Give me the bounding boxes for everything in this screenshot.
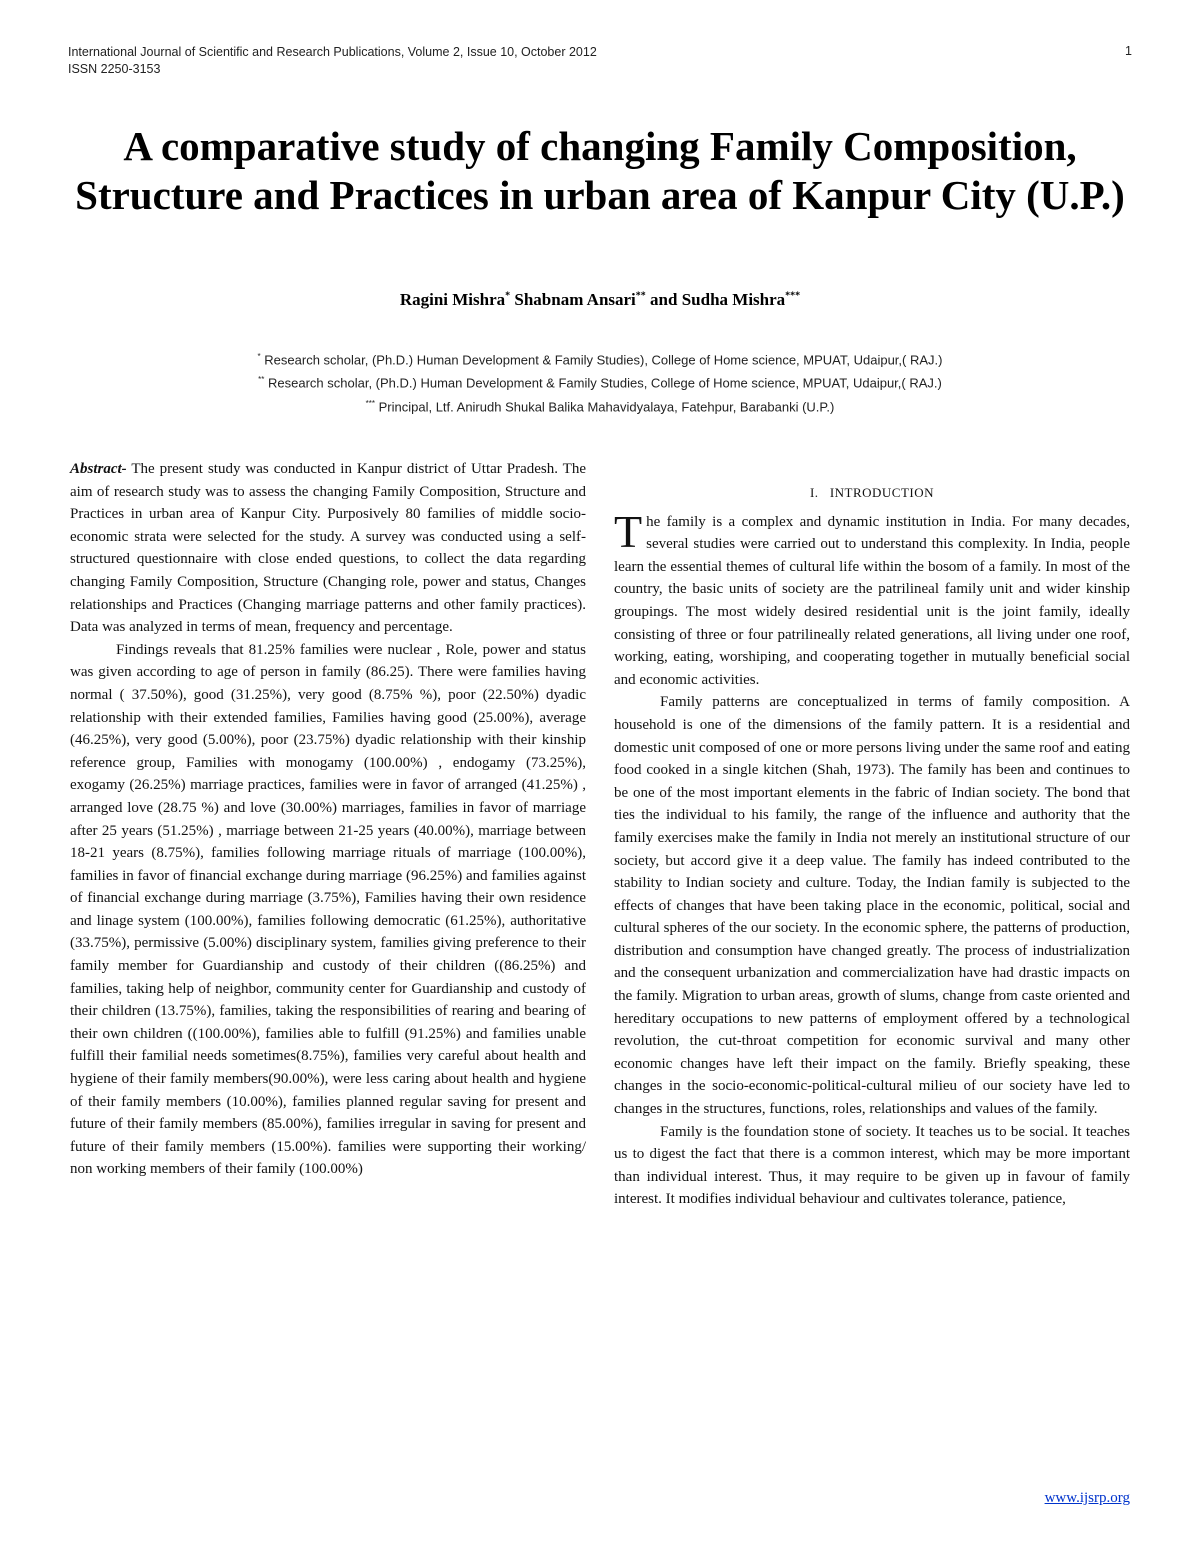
abstract-column (70, 458, 586, 1181)
affiliation-1 (60, 347, 1140, 370)
affiliation-2-mark: ** (258, 375, 265, 385)
affiliation-2-text: Research scholar, (Ph.D.) Human Development & Family Studies, College of Home science, MPUAT, Udaipur,( RAJ.) (268, 375, 942, 391)
affiliations (60, 347, 1140, 417)
website-link[interactable]: www.ijsrp.org (1044, 1490, 1130, 1506)
author-line (60, 290, 1140, 310)
paper-title: A comparative study of changing Family Composition, Structure and Practices in urban area of Kanpur City (U.P.) (75, 123, 1125, 218)
affiliation-3 (60, 394, 1140, 417)
section-number: I. (809, 485, 819, 500)
section-heading (614, 482, 1130, 505)
abstract-text-1: The present study was conducted in Kanpur district of Uttar Pradesh. The aim of research study was to assess the changing Family Composition, Structure and Practices in urban area of Kanpur City. Purposively 80 families of middle socio-economic strata were selected for the study. A survey was conducted using a self- structured questionnaire with close ended questions, to collect the data regarding changing Family Composition, Structure (Changing role, power and status, Changes relationships and Practices (Changing marriage patterns and other family practices). Data was analyzed in terms of mean, frequency and percentage. (70, 461, 587, 636)
author-connector: and (650, 290, 678, 309)
affiliation-1-text: Research scholar, (Ph.D.) Human Development & Family Studies), College of Home science, MPUAT, Udaipur,( RAJ.) (264, 352, 943, 368)
abstract-paragraph-2: Findings reveals that 81.25% families were nuclear , Role, power and status was given according to age of person in family (86.25). There were families having normal ( 37.50%), good (31.25%), very good (8.75% %), poor (22.50%) dyadic relationship with their extended families, Families having good (25.00%), average (46.25%), very good (5.00%), poor (23.75%) dyadic relationship with their kinship reference group, Families with monogamy (100.00%) , endogamy (73.25%), exogamy (26.25%) marriage practices, families were in favor of arranged (41.25%) , arranged love (28.75 %) and love (30.00%) marriages, families in favor of marriage after 25 years (51.25%) , marriage between 21-25 years (40.00%), marriage between 18-21 years (8.75%), families following marriage rituals of marriage (100.00%), families in favor of financial exchange during marriage (96.25%) and families against of financial exchange during marriage (3.75%), Families having their own residence and linage system (100.00%), families following democratic (61.25%), authoritative (33.75%), permissive (5.00%) disciplinary system, families giving preference to their family member for Guardianship and custody of their children ((86.25%) and families, taking help of neighbor, community center for Guardianship and custody of their children (13.75%), families, taking the responsibilities of rearing and bearing of their own children ((100.00%), families able to fulfill (91.25%) and families unable fulfill their familial needs sometimes(8.75%), families very careful about health and hygiene of their family members(90.00%), were less caring about health and hygiene of their family members (10.00%), families planned regular saving for present and future of their family members (85.00%), families irregular in saving for present and future of their family members (15.00%). families were supporting their working/ non working members of their family (100.00%) (70, 641, 586, 1178)
section-title: INTRODUCTION (829, 485, 935, 500)
affiliation-1-mark: * (257, 352, 261, 361)
affiliation-3-mark: *** (365, 398, 375, 408)
author-3-mark: *** (785, 290, 801, 302)
intro-paragraph-3: Family is the foundation stone of society. It teaches us to be social. It teaches us to digest the fact that there is a common interest, which may be more important than individual interest. Thus, it may require to be given up in favour of family interest. It modifies individual behaviour and cultivates tolerance, patience, (614, 1123, 1130, 1208)
intro-paragraph-1 (614, 505, 1130, 692)
page-number: 1 (1125, 44, 1132, 58)
affiliation-3-text: Principal, Ltf. Anirudh Shukal Balika Mahavidyalaya, Fatehpur, Barabanki (U.P.) (378, 398, 835, 414)
author-2-name: Shabnam Ansari (514, 290, 636, 309)
author-1-name: Ragini Mishra (399, 290, 506, 309)
introduction-column (614, 458, 1130, 1211)
author-1-mark: * (505, 290, 511, 302)
abstract-label: Abstract- (70, 461, 127, 477)
abstract-paragraph-1 (70, 458, 586, 639)
drop-cap: T (614, 505, 643, 557)
intro-paragraph-2: Family patterns are conceptualized in terms of family composition. A household is one of the dimensions of the family pattern. It is a residential and domestic unit composed of one or more persons living under the same roof and eating food cooked in a single kitchen (Shah, 1973). The family has been and continues to be one of the most important elements in the fabric of Indian society. The bond that ties the individual to his family, the range of the influence and authority that the family exercises make the family in India not merely an institutional structure of our society, but accord give it a deep value. The family has indeed contributed to the stability to Indian society and culture. Today, the Indian family is subjected to the effects of changes that have been taking place in the economic, political, social and cultural spheres of the our society. In the economic sphere, the patterns of production, distribution and consumption have changed greatly. The process of industrialization and the consequent urbanization and commercialization have had drastic impacts on the family. Migration to urban areas, growth of slums, change from caste oriented and hereditary occupations to new patterns of employment offered by a technological revolution, the cut-throat competition for economic survival and many other economic changes have left their impact on the family. Briefly speaking, these changes in the socio-economic-political-cultural milieu of our society have led to changes in the structures, functions, roles, relationships and values of the family. (614, 694, 1130, 1118)
intro-paragraph-1-text: he family is a complex and dynamic institution in India. For many decades, several studies were carried out to understand this complexity. In India, people learn the essential themes of cultural life within the bosom of a family. In most of the country, the basic units of society are the patrilineal family unit and wider kinship groupings. The most widely desired residential unit is the joint family, ideally consisting of three or four patrilineally related generations, all living under one roof, working, eating, worshiping, and cooperating together in mutually beneficial social and economic activities. (614, 513, 1130, 688)
affiliation-2 (60, 370, 1140, 393)
author-2-mark: ** (635, 290, 646, 302)
issn: ISSN 2250-3153 (68, 62, 161, 76)
author-3-name: Sudha Mishra (681, 290, 786, 309)
journal-citation: International Journal of Scientific and Research Publications, Volume 2, Issue 10, October 2012 (68, 45, 597, 59)
running-header (68, 44, 597, 78)
